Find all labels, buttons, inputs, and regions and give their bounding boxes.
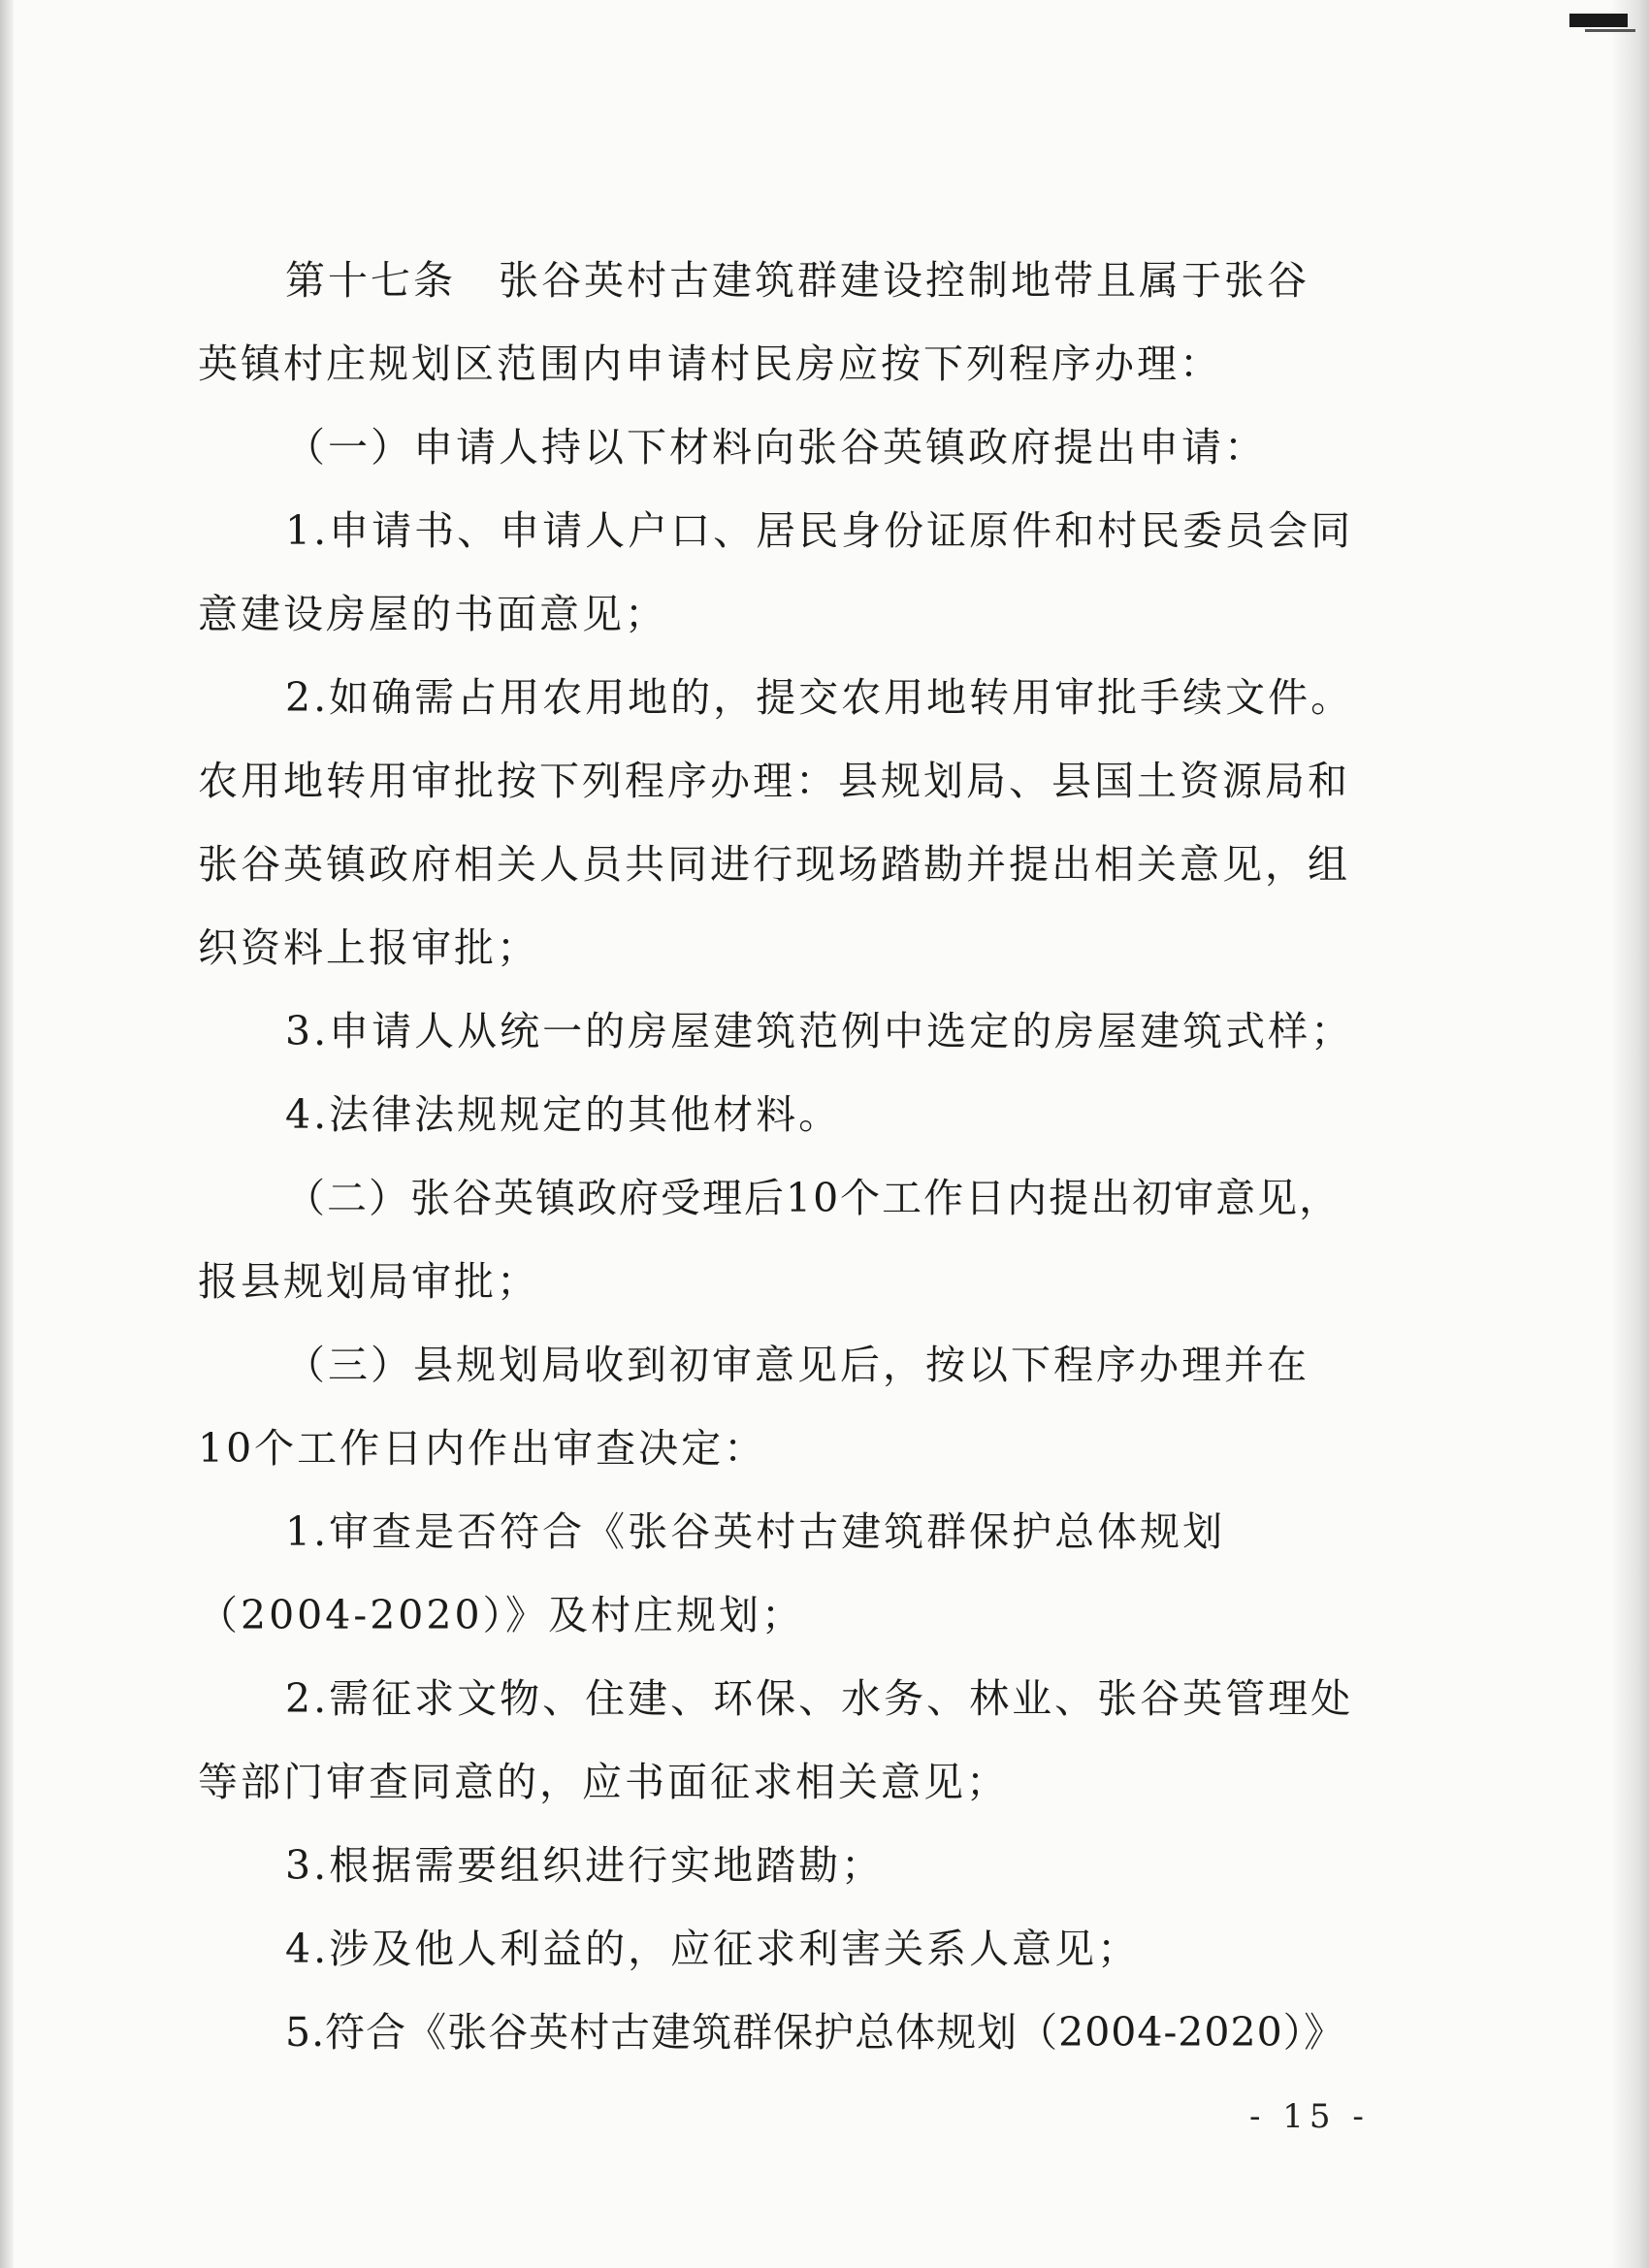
text-line: 5.符合《张谷英村古建筑群保护总体规划（2004-2020）》: [285, 2009, 1345, 2056]
text-line: 1.审查是否符合《张谷英村古建筑群保护总体规划: [285, 1508, 1226, 1555]
text-line: （2004-2020）》及村庄规划；: [198, 1592, 805, 1638]
text-line: 意建设房屋的书面意见；: [198, 591, 667, 637]
text-line: 等部门审查同意的，应书面征求相关意见；: [198, 1759, 1009, 1805]
scan-corner-mark-line: [1585, 29, 1635, 32]
scan-edge-right: [1610, 0, 1649, 2268]
text-line: 农用地转用审批按下列程序办理：县规划局、县国土资源局和: [198, 758, 1350, 804]
scan-corner-mark: [1569, 14, 1628, 27]
text-line: 织资料上报审批；: [198, 924, 539, 971]
text-line: 2.如确需占用农用地的，提交农用地转用审批手续文件。: [285, 674, 1354, 721]
text-line: 2.需征求文物、住建、环保、水务、林业、张谷英管理处: [285, 1675, 1354, 1722]
text-line: 3.申请人从统一的房屋建筑范例中选定的房屋建筑式样；: [285, 1008, 1354, 1054]
text-line: 1.申请书、申请人户口、居民身份证原件和村民委员会同: [285, 507, 1354, 554]
text-line: 4.法律法规规定的其他材料。: [285, 1091, 842, 1138]
text-line: 报县规划局审批；: [198, 1258, 539, 1305]
page-number: - 15 -: [1249, 2097, 1370, 2136]
text-line: 3.根据需要组织进行实地踏勘；: [285, 1842, 885, 1889]
scan-edge-left: [0, 0, 14, 2268]
text-line: 第十七条 张谷英村古建筑群建设控制地带且属于张谷: [285, 257, 1310, 304]
text-line: （三）县规划局收到初审意见后，按以下程序办理并在: [285, 1342, 1310, 1388]
text-line: 张谷英镇政府相关人员共同进行现场踏勘并提出相关意见，组: [198, 841, 1350, 888]
text-line: 4.涉及他人利益的，应征求利害关系人意见；: [285, 1926, 1141, 1972]
document-body: [198, 239, 1358, 2074]
text-line: 10个工作日内作出审查决定：: [198, 1425, 767, 1472]
text-line: （一）申请人持以下材料向张谷英镇政府提出申请：: [285, 424, 1267, 470]
text-line: 英镇村庄规划区范围内申请村民房应按下列程序办理：: [198, 340, 1222, 387]
text-line: （二）张谷英镇政府受理后10个工作日内提出初审意见，: [285, 1175, 1342, 1221]
